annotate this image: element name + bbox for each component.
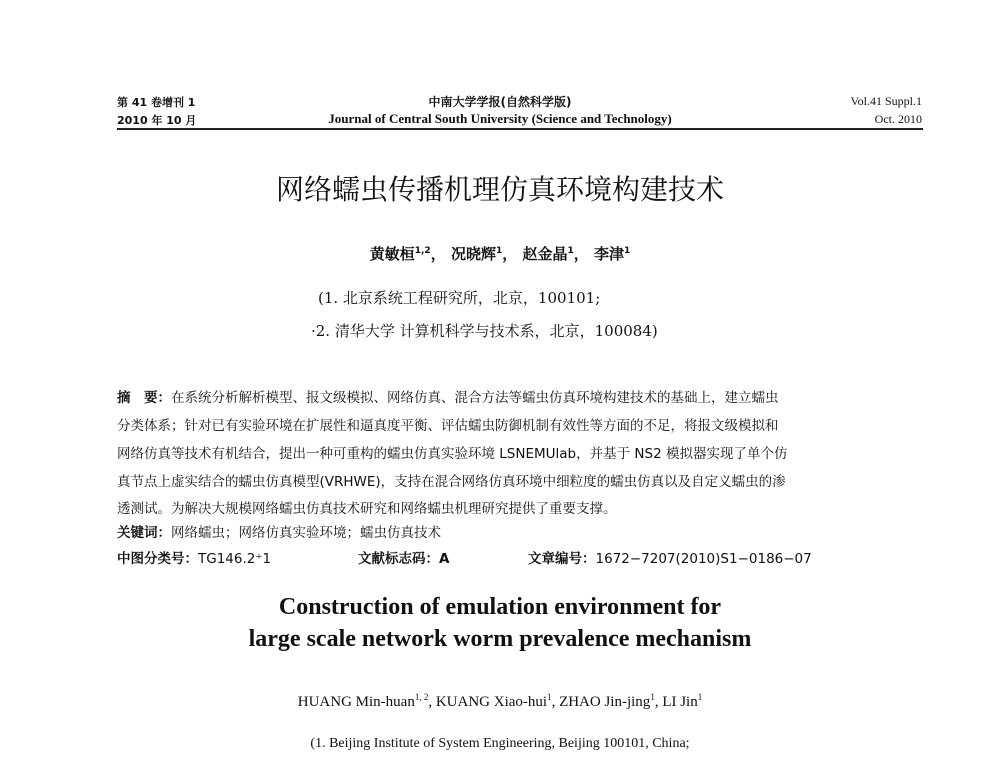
issue-date: 2010 年 10 月 [117,114,197,127]
article-number-value: 1672−7207(2010)S1−0186−07 [595,551,812,567]
affiliation-2: ·2. 清华大学 计算机科学与技术系，北京，100084) [311,322,658,340]
author: 况晓辉 [450,245,496,263]
keywords: 网络蠕虫；网络仿真实验环境；蠕虫仿真技术 [171,525,441,541]
abstract-line: 网络仿真等技术有机结合，提出一种可重构的蠕虫仿真实验环境 LSNEMUlab，并基于 NS2 模拟器实现了单个仿 [117,446,788,462]
sep: ， [430,245,446,263]
english-authors [0,692,1000,711]
author-list [0,243,1000,264]
header-rule [117,128,923,130]
article-number [528,547,812,567]
abstract-line: 透测试。为解决大规模网络蠕虫仿真技术研究和网络蠕虫机理研究提供了重要支撑。 [117,501,617,517]
clc-value: TG146.2⁺1 [198,551,272,567]
author-sup: 1 [624,246,631,256]
journal-name-en: Journal of Central South University (Science and Technology) [328,111,672,126]
english-title-line1: Construction of emulation environment for [278,594,722,620]
journal-name-cn: 中南大学学报(自然科学版) [428,95,572,109]
author: ZHAO Jin-jing [559,694,651,710]
author-sup: 1 [650,692,655,702]
author-sup: 1 [567,246,574,256]
sep: ， [573,245,589,263]
author-sup: 1, 2 [414,692,429,702]
volume-en: Vol.41 Suppl.1 [850,94,922,108]
keywords-label: 关键词： [117,525,171,541]
sep: , [428,694,436,710]
doc-code-label: 文献标志码： [358,551,439,567]
volume-issue: 第 41 卷增刊 1 [117,96,196,109]
author: 李津 [594,245,625,263]
author-sup: 1 [547,692,552,702]
article-number-label: 文章编号： [528,551,596,567]
paper-title: 网络蠕虫传播机理仿真环境构建技术 [275,173,724,206]
abstract-line: 真节点上虚实结合的蠕虫仿真模型(VRHWE)，支持在混合网络仿真环境中细粒度的蠕虫仿真以及自定义蠕虫的渗 [117,474,786,490]
abstract-label: 摘 要： [117,390,171,406]
affiliation-1: (1. 北京系统工程研究所，北京，100101; [318,289,601,307]
sep: , [551,694,560,710]
author: KUANG Xiao-hui [435,694,548,710]
abstract-line: 分类体系；针对已有实验环境在扩展性和逼真度平衡、评估蠕虫防御机制有效性等方面的不足，将报文级模拟和 [117,418,779,434]
english-title-line2: large scale network worm prevalence mechanism [248,626,752,652]
doc-code [358,547,449,567]
abstract-line: 在系统分析解析模型、报文级模拟、网络仿真、混合方法等蠕虫仿真环境构建技术的基础上，建立蠕虫 [171,390,779,406]
doc-code-value: A [439,551,450,567]
author: LI Jin [662,694,698,710]
author-sup: 1,2 [414,246,431,256]
english-affiliation: (1. Beijing Institute of System Engineering, Beijing 100101, China; [310,736,690,751]
author: 赵金晶 [522,245,568,263]
author: 黄敏桓 [369,245,415,263]
sep: ， [502,245,518,263]
clc-label: 中图分类号： [117,551,198,567]
sep: , [654,694,663,710]
author-sup: 1 [697,692,703,702]
date-en: Oct. 2010 [874,112,922,126]
clc-row [117,547,271,567]
author: HUANG Min-huan [297,694,415,710]
author-sup: 1 [495,246,503,256]
